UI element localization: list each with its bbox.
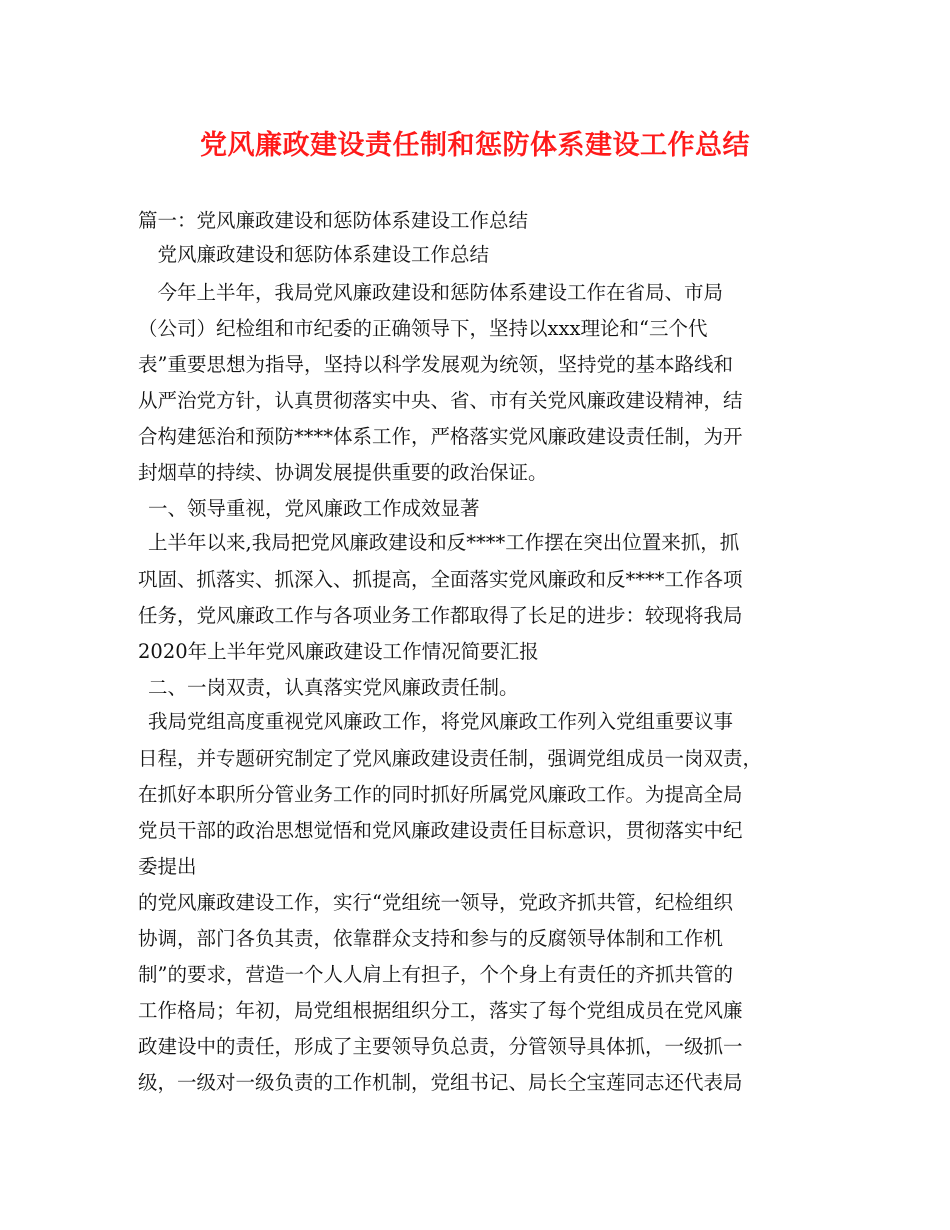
text-line: 任务，党风廉政工作与各项业务工作都取得了长足的进步：较现将我局 bbox=[138, 604, 743, 627]
text-line: 党员干部的政治思想觉悟和党风廉政建设责任目标意识，贯彻落实中纪 bbox=[138, 819, 743, 842]
text-line: 篇一：党风廉政建设和惩防体系建设工作总结 bbox=[138, 209, 529, 232]
text-line: 级，一级对一级负责的工作机制，党组书记、局长仝宝莲同志还代表局 bbox=[138, 1071, 743, 1094]
text-line: 在抓好本职所分管业务工作的同时抓好所属党风廉政工作。为提高全局 bbox=[138, 783, 743, 806]
text-line: 巩固、抓落实、抓深入、抓提高，全面落实党风廉政和反****工作各项 bbox=[138, 568, 743, 591]
text-line: 工作格局；年初，局党组根据组织分工，落实了每个党组成员在党风廉 bbox=[138, 999, 743, 1022]
text-line: 表”重要思想为指导，坚持以科学发展观为统领，坚持党的基本路线和 bbox=[138, 353, 733, 376]
text-line: 我局党组高度重视党风廉政工作，将党风廉政工作列入党组重要议事 bbox=[148, 710, 734, 733]
document-title: 党风廉政建设责任制和惩防体系建设工作总结 bbox=[200, 130, 750, 161]
text-line: 的党风廉政建设工作，实行“党组统一领导，党政齐抓共管，纪检组织 bbox=[138, 891, 733, 914]
text-line: 上半年以来,我局把党风廉政建设和反****工作摆在突出位置来抓，抓 bbox=[148, 531, 740, 554]
text-line: 党风廉政建设和惩防体系建设工作总结 bbox=[138, 243, 490, 266]
text-line: 2020年上半年党风廉政建设工作情况简要汇报 bbox=[138, 640, 539, 663]
text-line: 合构建惩治和预防****体系工作，严格落实党风廉政建设责任制，为开 bbox=[138, 425, 743, 448]
text-line: 委提出 bbox=[138, 855, 197, 878]
text-line: 日程，并专题研究制定了党风廉政建设责任制，强调党组成员一岗双责， bbox=[138, 747, 763, 770]
section-heading: 二、一岗双责，认真落实党风廉政责任制。 bbox=[148, 676, 519, 699]
text-line: 制”的要求，营造一个人人肩上有担子，个个身上有责任的齐抓共管的 bbox=[138, 963, 733, 986]
text-line: （公司）纪检组和市纪委的正确领导下，坚持以xxx理论和“三个代 bbox=[138, 317, 708, 340]
text-line: 协调，部门各负其责，依靠群众支持和参与的反腐领导体制和工作机 bbox=[138, 927, 724, 950]
section-heading: 一、领导重视，党风廉政工作成效显著 bbox=[148, 497, 480, 520]
text-line: 政建设中的责任，形成了主要领导负总责，分管领导具体抓，一级抓一 bbox=[138, 1035, 743, 1058]
text-line: 封烟草的持续、协调发展提供重要的政治保证。 bbox=[138, 461, 548, 484]
text-line: 从严治党方针，认真贯彻落实中央、省、市有关党风廉政建设精神，结 bbox=[138, 389, 743, 412]
text-line: 今年上半年，我局党风廉政建设和惩防体系建设工作在省局、市局 bbox=[138, 281, 724, 304]
